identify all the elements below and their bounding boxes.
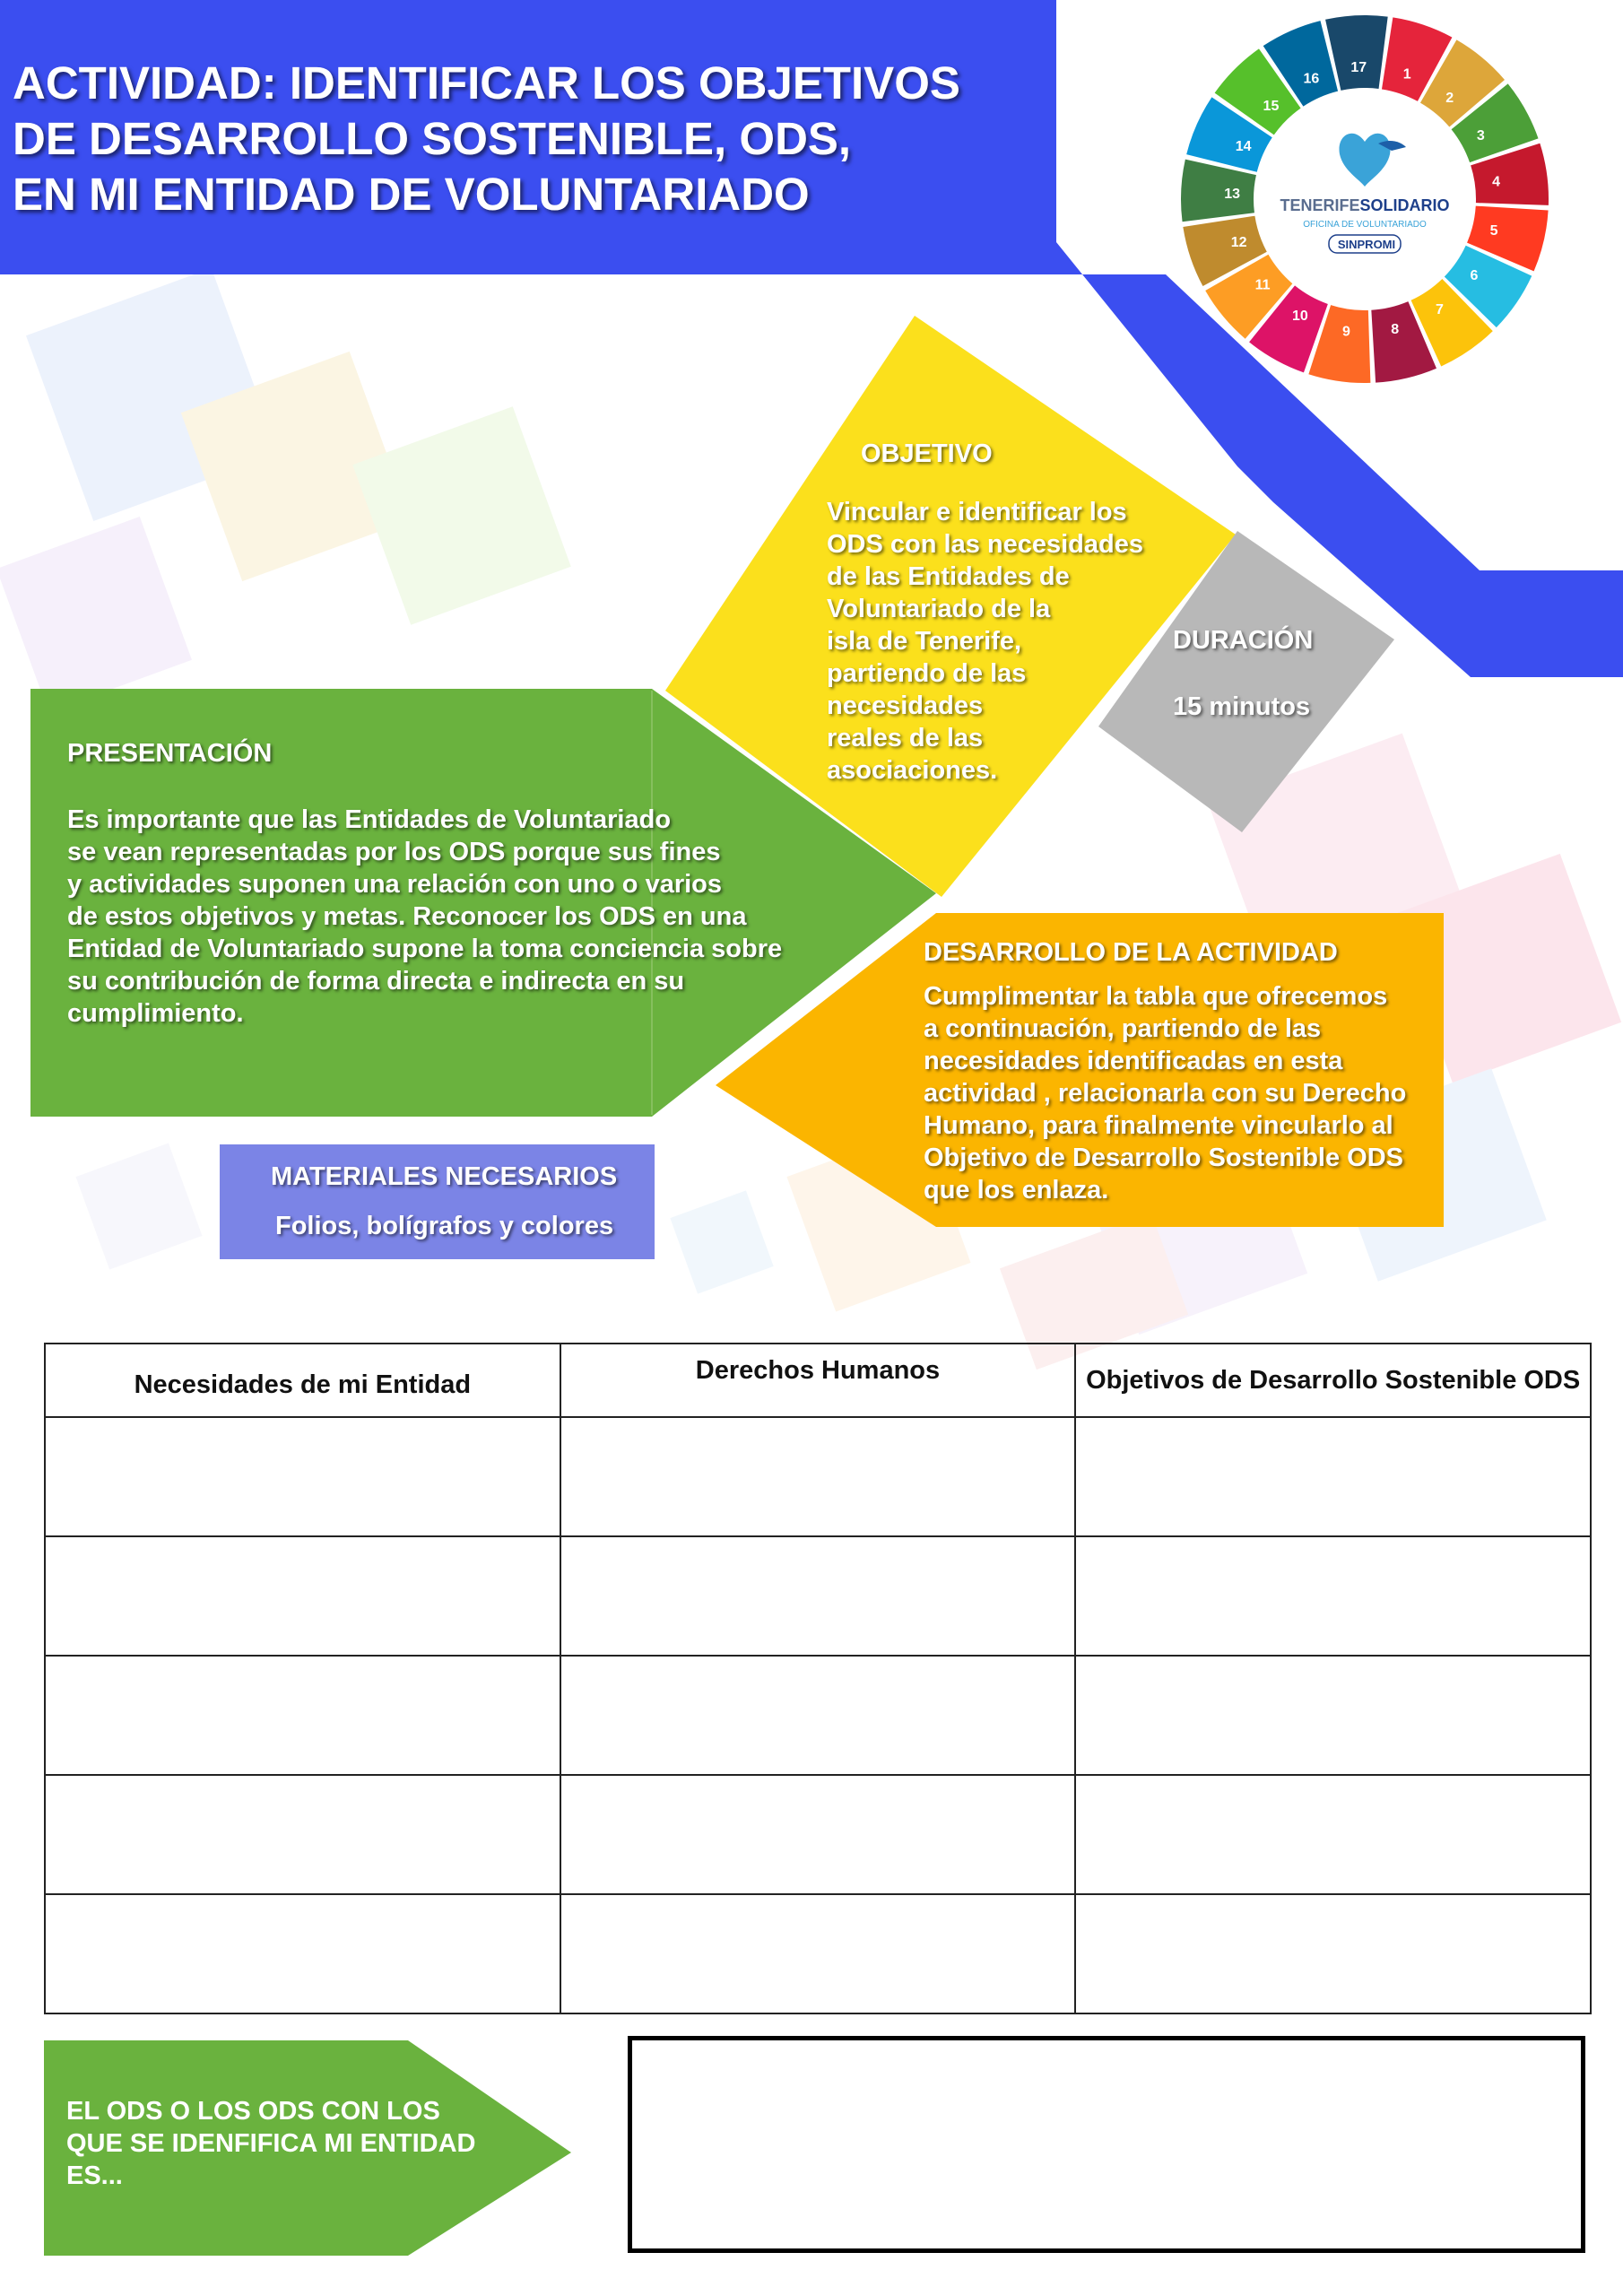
table-cell-editable[interactable]	[560, 1775, 1076, 1894]
ods-answer-box[interactable]	[628, 2036, 1585, 2253]
table-row	[45, 1536, 1591, 1656]
presentacion-line: Entidad de Voluntariado supone la toma conciencia sobre	[67, 935, 783, 963]
table-cell-editable[interactable]	[45, 1536, 560, 1656]
presentacion-line: y actividades suponen una relación con uno o varios	[67, 870, 723, 899]
answer-label-line: QUE SE IDENFIFICA MI ENTIDAD	[66, 2129, 476, 2158]
table-row	[45, 1775, 1591, 1894]
title-line: EN MI ENTIDAD DE VOLUNTARIADO	[13, 169, 810, 220]
ods-goal-number: 1	[1402, 66, 1411, 83]
materiales-value: Folios, bolígrafos y colores	[275, 1212, 614, 1240]
ods-goal-number: 12	[1230, 234, 1247, 250]
answer-label-line: EL ODS O LOS ODS CON LOS	[66, 2097, 440, 2126]
table-cell-editable[interactable]	[1075, 1536, 1591, 1656]
ods-goal-number: 15	[1263, 99, 1280, 115]
desarrollo-line: a continuación, partiendo de las	[924, 1014, 1322, 1043]
table-cell-editable[interactable]	[1075, 1656, 1591, 1775]
objetivo-line: de las Entidades de	[827, 562, 1070, 591]
objetivo-line: Vincular e identificar los	[827, 498, 1127, 526]
answer-label-line: ES...	[66, 2161, 123, 2190]
table-cell-editable[interactable]	[560, 1536, 1076, 1656]
desarrollo-line: Humano, para finalmente vincularlo al	[924, 1111, 1393, 1140]
table-cell-editable[interactable]	[45, 1775, 560, 1894]
ods-goal-number: 6	[1470, 267, 1479, 283]
table-cell-editable[interactable]	[45, 1656, 560, 1775]
desarrollo-line: necesidades identificadas en esta	[924, 1047, 1343, 1075]
table-row	[45, 1656, 1591, 1775]
table-cell-editable[interactable]	[1075, 1775, 1591, 1894]
desarrollo-body	[924, 980, 1435, 1206]
duracion-value: 15 minutos	[1173, 692, 1311, 721]
table-cell-editable[interactable]	[45, 1894, 560, 2013]
objetivo-line: necesidades	[827, 691, 984, 720]
ods-goal-number: 11	[1254, 277, 1271, 293]
svg-text:TENERIFESOLIDARIO	[1280, 196, 1449, 214]
col-header-necesidades: Necesidades de mi Entidad	[45, 1344, 560, 1417]
table-cell-editable[interactable]	[1075, 1894, 1591, 2013]
ods-goal-number: 14	[1235, 139, 1252, 155]
objetivo-line: reales de las	[827, 724, 984, 752]
table-row	[45, 1417, 1591, 1536]
ods-worksheet-table	[44, 1343, 1592, 2014]
ods-wheel-logo	[1176, 11, 1553, 387]
ods-goal-number: 4	[1492, 174, 1501, 190]
desarrollo-line: que los enlaza.	[924, 1176, 1109, 1205]
ods-goal-number: 5	[1489, 223, 1498, 239]
brand-right: SOLIDARIO	[1359, 196, 1450, 214]
presentacion-line: de estos objetivos y metas. Reconocer los ODS en una	[67, 902, 747, 931]
partner-logo: SINPROMI	[1337, 238, 1396, 251]
presentacion-line: se vean representadas por los ODS porque sus fines	[67, 838, 721, 866]
desarrollo-line: Cumplimentar la tabla que ofrecemos	[924, 982, 1388, 1011]
ods-goal-number: 16	[1303, 71, 1320, 87]
ods-goal-number: 2	[1445, 91, 1454, 107]
table-header-row	[45, 1344, 1591, 1417]
table-cell-editable[interactable]	[45, 1417, 560, 1536]
brand-left: TENERIFE	[1280, 196, 1360, 214]
table-cell-editable[interactable]	[560, 1656, 1076, 1775]
ods-goal-number: 13	[1224, 187, 1241, 203]
ods-answer-label	[66, 2095, 533, 2192]
materiales-heading: MATERIALES NECESARIOS	[271, 1162, 618, 1191]
objetivo-line: ODS con las necesidades	[827, 530, 1143, 559]
table-cell-editable[interactable]	[560, 1417, 1076, 1536]
desarrollo-line: actividad , relacionarla con su Derecho	[924, 1079, 1407, 1108]
objetivo-line: Voluntariado de la	[827, 595, 1051, 623]
page-title	[13, 56, 999, 222]
presentacion-heading: PRESENTACIÓN	[67, 739, 273, 768]
brand-subtitle: OFICINA DE VOLUNTARIADO	[1303, 220, 1427, 230]
title-line: ACTIVIDAD: IDENTIFICAR LOS OBJETIVOS	[13, 57, 960, 109]
presentacion-line: su contribución de forma directa e indirecta en su	[67, 967, 685, 996]
col-header-ods: Objetivos de Desarrollo Sostenible ODS	[1075, 1344, 1591, 1417]
ods-goal-number: 8	[1391, 322, 1400, 338]
presentacion-line: Es importante que las Entidades de Voluntariado	[67, 805, 672, 834]
ods-goal-number: 10	[1291, 309, 1308, 325]
ods-goal-number: 17	[1350, 60, 1367, 76]
ods-goal-number: 7	[1436, 302, 1444, 318]
desarrollo-line: Objetivo de Desarrollo Sostenible ODS	[924, 1144, 1404, 1172]
desarrollo-heading: DESARROLLO DE LA ACTIVIDAD	[924, 938, 1338, 967]
presentacion-line: cumplimiento.	[67, 999, 244, 1028]
table-cell-editable[interactable]	[1075, 1417, 1591, 1536]
objetivo-body	[827, 496, 1185, 787]
table-cell-editable[interactable]	[560, 1894, 1076, 2013]
table-row	[45, 1894, 1591, 2013]
objetivo-line: isla de Tenerife,	[827, 627, 1022, 656]
objetivo-line: partiendo de las	[827, 659, 1027, 688]
duracion-heading: DURACIÓN	[1173, 626, 1314, 655]
objetivo-heading: OBJETIVO	[861, 439, 993, 468]
title-line: DE DESARROLLO SOSTENIBLE, ODS,	[13, 113, 852, 164]
presentacion-body	[67, 804, 838, 1030]
col-header-derechos: Derechos Humanos	[560, 1344, 1076, 1417]
ods-goal-number: 3	[1476, 128, 1485, 144]
objetivo-line: asociaciones.	[827, 756, 998, 785]
ods-goal-number: 9	[1341, 324, 1350, 340]
